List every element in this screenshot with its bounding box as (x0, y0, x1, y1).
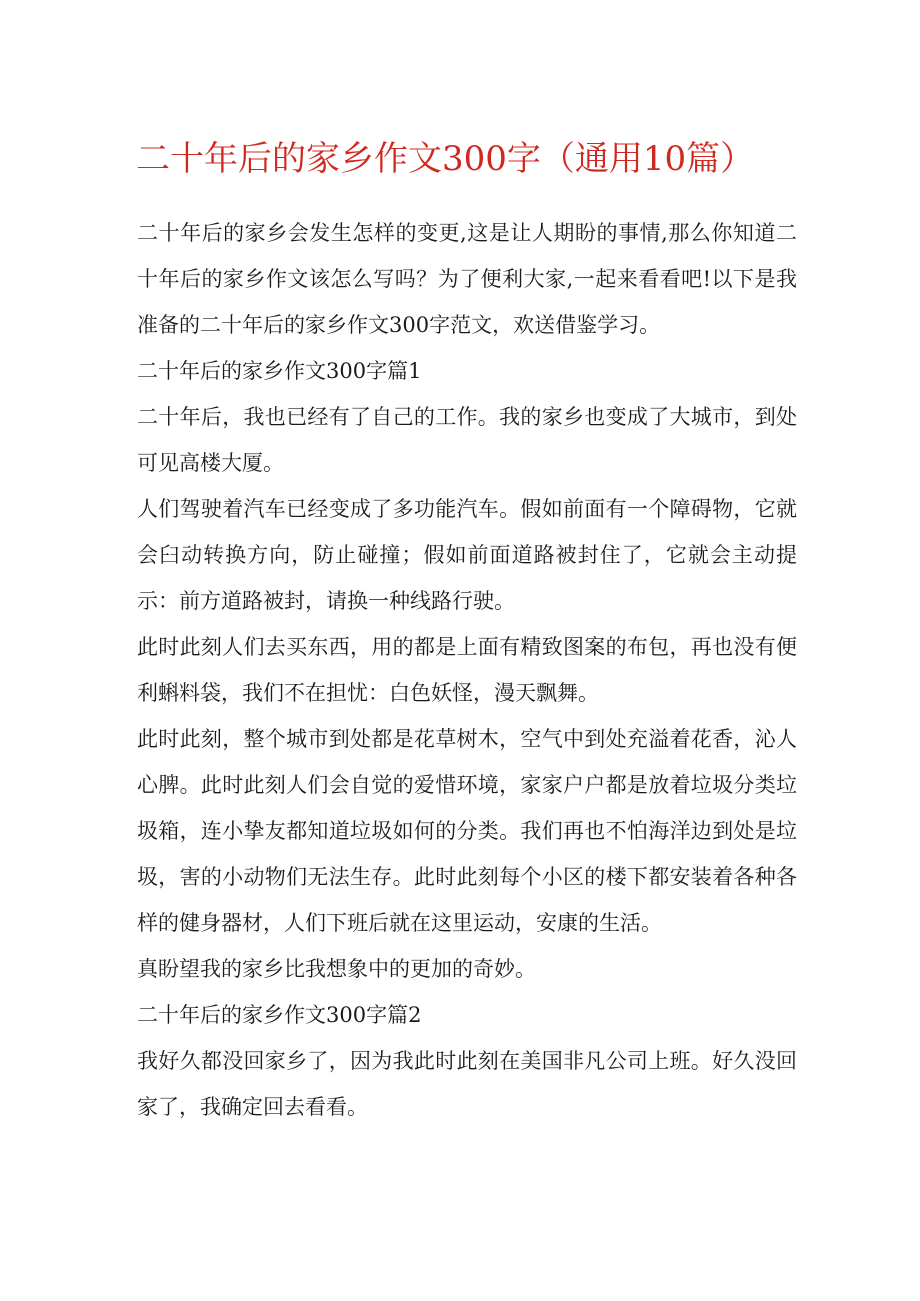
intro-paragraph: 二十年后的家乡会发生怎样的变更,这是让人期盼的事情,那么你知道二十年后的家乡作文该怎么写吗？为了便利大家,一起来看看吧!以下是我准备的二十年后的家乡作文300字范文，欢送借鉴学习。 (137, 221, 797, 337)
document-body (137, 210, 797, 1130)
section-heading-2: 二十年后的家乡作文300字篇2 (137, 1003, 422, 1027)
body-paragraph: 此时此刻，整个城市到处都是花草树木，空气中到处充溢着花香，沁人心脾。此时此刻人们会自觉的爱惜环境，家家户户都是放着垃圾分类垃圾箱，连小挚友都知道垃圾如何的分类。我们再也不怕海洋边到处是垃圾，害的小动物们无法生存。此时此刻每个小区的楼下都安装着各种各样的健身器材，人们下班后就在这里运动，安康的生活。 (137, 727, 797, 935)
body-paragraph: 人们驾驶着汽车已经变成了多功能汽车。假如前面有一个障碍物，它就会臼动转换方向，防止碰撞；假如前面道路被封住了，它就会主动提示：前方道路被封，请换一种线路行驶。 (137, 497, 797, 613)
body-paragraph: 我好久都没回家乡了，因为我此时此刻在美国非凡公司上班。好久没回家了，我确定回去看看。 (137, 1049, 797, 1119)
section-heading-1: 二十年后的家乡作文300字篇1 (137, 359, 422, 383)
body-paragraph: 真盼望我的家乡比我想象中的更加的奇妙。 (137, 957, 536, 981)
body-paragraph: 二十年后，我也已经有了自己的工作。我的家乡也变成了大城市，到处可见高楼大厦。 (137, 405, 797, 475)
body-paragraph: 此时此刻人们去买东西，用的都是上面有精致图案的布包，再也没有便利蝌料袋，我们不在担忧：白色妖怪，漫天飘舞。 (137, 635, 797, 705)
document-title: 二十年后的家乡作文300字（通用10篇） (136, 139, 755, 179)
